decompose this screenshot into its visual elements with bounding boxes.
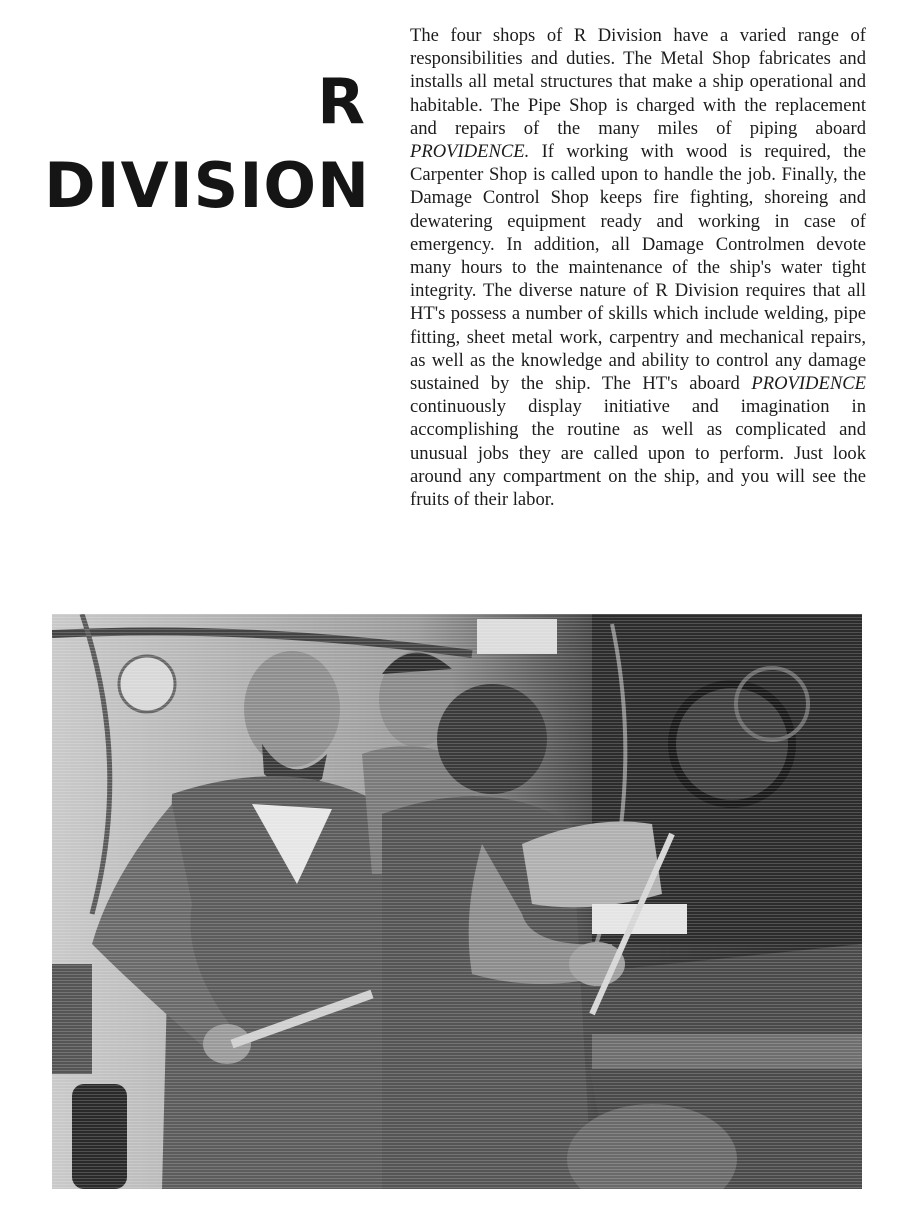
article-part-2: If working with wood is required, the Carpenter Shop is called upon to handle the job. Finally, the Damage Control Shop keeps fire fighting, shoreing and dewatering equipment ready and working in case of emergency. In addition, all Damage Controlmen devote many hours to the maintenance of the ship's water tight integrity. The diverse nature of R Division requires that all HT's possess a number of skills which include welding, pipe fitting, sheet metal work, carpentry and mechanical repairs, as well as the knowledge and ability to control any damage sustained by the ship. The HT's aboard — [410, 141, 866, 395]
workshop-photo-illustration — [52, 614, 862, 1189]
article-part-3: continuously display initiative and imagination in accomplishing the routine as well as complicated and unusual jobs they are called upon to perform. Just look around any compartment on the ship, and you will see the fruits of their labor. — [410, 396, 866, 511]
workshop-photo — [52, 614, 862, 1189]
page-heading — [20, 60, 370, 228]
heading-letter: R — [317, 65, 366, 138]
article-text — [410, 24, 866, 511]
ship-name-2: PROVIDENCE — [751, 373, 866, 395]
ship-name-1: PROVIDENCE. — [410, 141, 530, 163]
heading-word: DIVISION — [44, 149, 370, 222]
article-part-1: The four shops of R Division have a varied range of responsibilities and duties. The Metal Shop fabricates and installs all metal structures that make a ship operational and habitable. The Pipe Shop is charged with the replacement and repairs of the many miles of piping aboard — [410, 25, 866, 139]
